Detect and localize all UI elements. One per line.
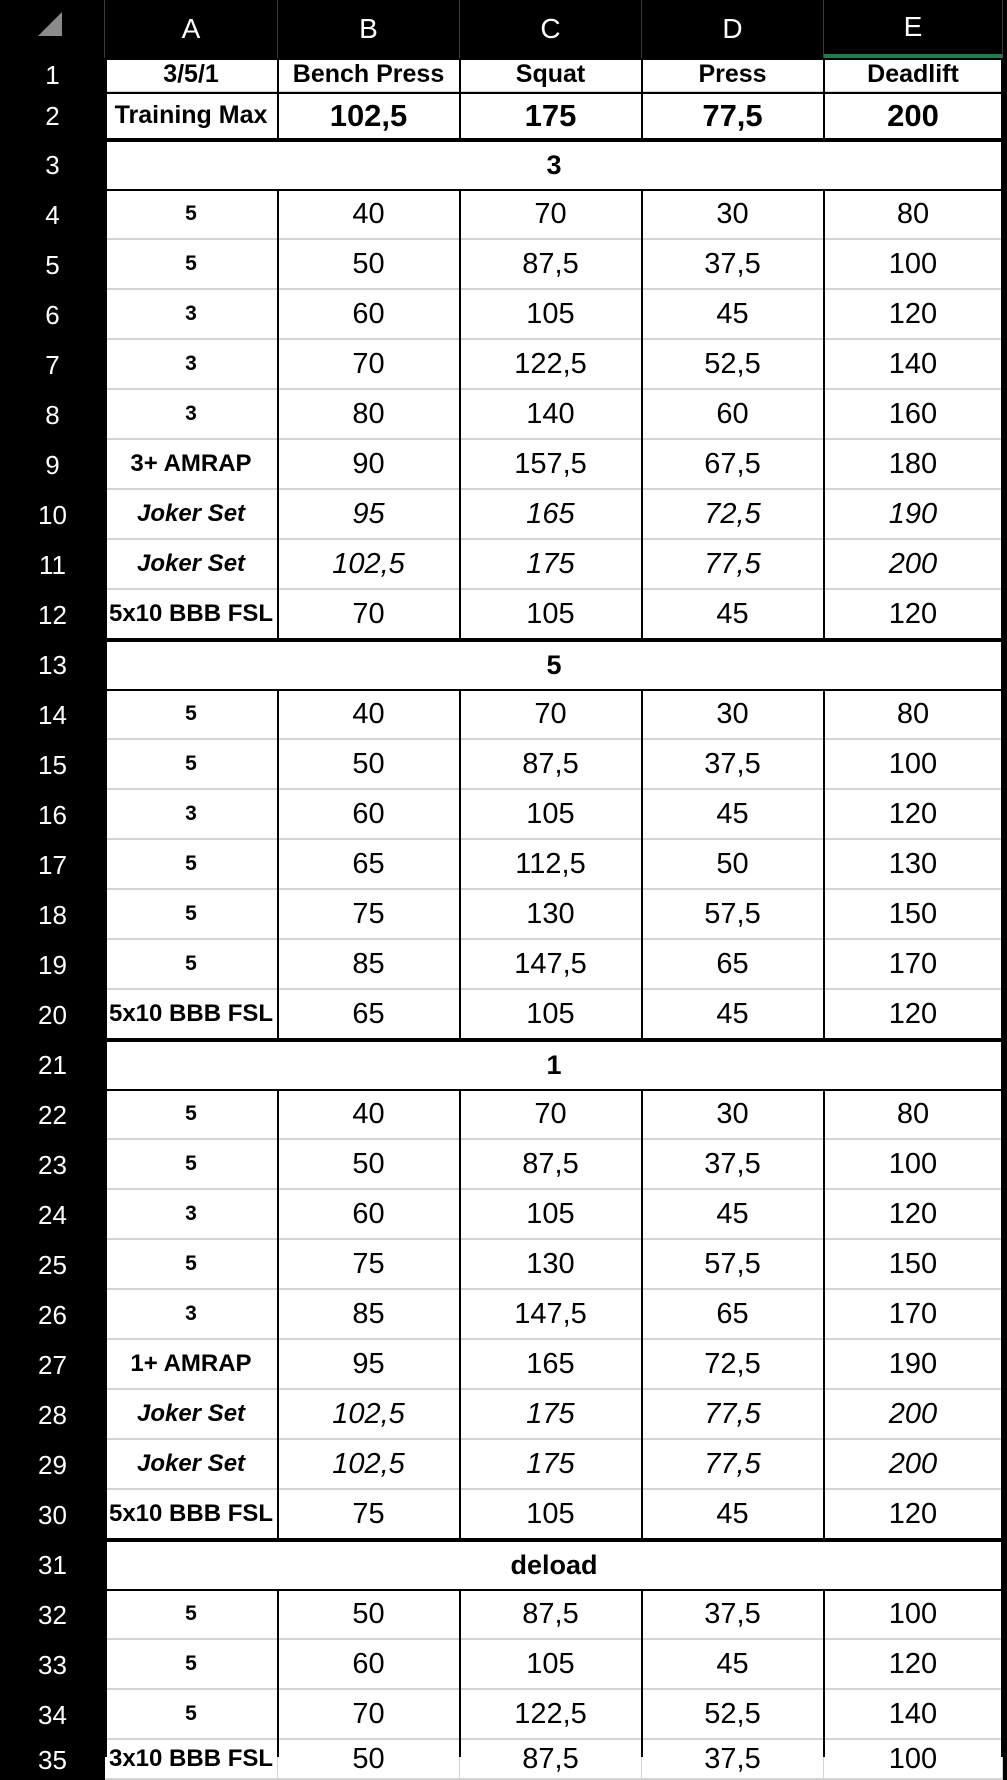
cell-b32[interactable]: 50 bbox=[278, 1590, 460, 1640]
cell-b26[interactable]: 85 bbox=[278, 1290, 460, 1340]
cell-c24[interactable]: 105 bbox=[460, 1190, 642, 1240]
border-col-2 bbox=[459, 1590, 461, 1757]
cell-b28[interactable]: 102,5 bbox=[278, 1390, 460, 1440]
cell-e16[interactable]: 120 bbox=[824, 790, 1003, 840]
cell-d26[interactable]: 65 bbox=[642, 1290, 824, 1340]
cell-b5[interactable]: 50 bbox=[278, 240, 460, 290]
cell-a24[interactable]: 3 bbox=[105, 1190, 278, 1240]
border-col-1 bbox=[277, 690, 279, 1040]
cell-c35[interactable]: 87,5 bbox=[460, 1740, 642, 1780]
cell-b10[interactable]: 95 bbox=[278, 490, 460, 540]
border-section-end bbox=[105, 1589, 1003, 1591]
cell-a6[interactable]: 3 bbox=[105, 290, 278, 340]
row-header-11[interactable]: 11 bbox=[0, 540, 105, 590]
border-top bbox=[105, 58, 1003, 60]
border-col-1 bbox=[277, 1590, 279, 1757]
cell-b11[interactable]: 102,5 bbox=[278, 540, 460, 590]
cell-d22[interactable]: 30 bbox=[642, 1090, 824, 1140]
row-header-4[interactable]: 4 bbox=[0, 190, 105, 240]
cell-b1[interactable]: Bench Press bbox=[278, 58, 460, 93]
row-header-12[interactable]: 12 bbox=[0, 590, 105, 640]
border-col-3 bbox=[641, 190, 643, 640]
cell-d9[interactable]: 67,5 bbox=[642, 440, 824, 490]
cell-e24[interactable]: 120 bbox=[824, 1190, 1003, 1240]
cell-a16[interactable]: 3 bbox=[105, 790, 278, 840]
cell-d12[interactable]: 45 bbox=[642, 590, 824, 640]
cell-a35[interactable]: 3x10 BBB FSL bbox=[105, 1740, 278, 1780]
cell-c17[interactable]: 112,5 bbox=[460, 840, 642, 890]
section-header-cell[interactable]: 3 bbox=[105, 140, 1003, 190]
row-header-29[interactable]: 29 bbox=[0, 1440, 105, 1490]
border-row-1 bbox=[105, 92, 1003, 94]
row-header-27[interactable]: 27 bbox=[0, 1340, 105, 1390]
cell-a19[interactable]: 5 bbox=[105, 940, 278, 990]
row-header-33[interactable]: 33 bbox=[0, 1640, 105, 1690]
cell-c34[interactable]: 122,5 bbox=[460, 1690, 642, 1740]
row-header-34[interactable]: 34 bbox=[0, 1690, 105, 1740]
border-col-3 bbox=[641, 1090, 643, 1540]
cell-d33[interactable]: 45 bbox=[642, 1640, 824, 1690]
select-all-corner[interactable] bbox=[0, 0, 105, 58]
row-header-24[interactable]: 24 bbox=[0, 1190, 105, 1240]
border-col-4 bbox=[823, 1090, 825, 1540]
row-header-31[interactable]: 31 bbox=[0, 1540, 105, 1590]
cell-e28[interactable]: 200 bbox=[824, 1390, 1003, 1440]
cell-d23[interactable]: 37,5 bbox=[642, 1140, 824, 1190]
cell-c30[interactable]: 105 bbox=[460, 1490, 642, 1540]
cell-b23[interactable]: 50 bbox=[278, 1140, 460, 1190]
cell-b27[interactable]: 95 bbox=[278, 1340, 460, 1390]
cell-d8[interactable]: 60 bbox=[642, 390, 824, 440]
cell-a18[interactable]: 5 bbox=[105, 890, 278, 940]
row-header-18[interactable]: 18 bbox=[0, 890, 105, 940]
cell-d11[interactable]: 77,5 bbox=[642, 540, 824, 590]
cell-e20[interactable]: 120 bbox=[824, 990, 1003, 1040]
row-header-13[interactable]: 13 bbox=[0, 640, 105, 690]
row-header-22[interactable]: 22 bbox=[0, 1090, 105, 1140]
cell-c32[interactable]: 87,5 bbox=[460, 1590, 642, 1640]
cell-e29[interactable]: 200 bbox=[824, 1440, 1003, 1490]
cell-d35[interactable]: 37,5 bbox=[642, 1740, 824, 1780]
cell-a4[interactable]: 5 bbox=[105, 190, 278, 240]
row-header-15[interactable]: 15 bbox=[0, 740, 105, 790]
cell-e35[interactable]: 100 bbox=[824, 1740, 1003, 1780]
cell-e1[interactable]: Deadlift bbox=[824, 58, 1003, 93]
cell-b19[interactable]: 85 bbox=[278, 940, 460, 990]
section-header-cell[interactable]: 1 bbox=[105, 1040, 1003, 1090]
cell-c8[interactable]: 140 bbox=[460, 390, 642, 440]
section-header-cell[interactable]: deload bbox=[105, 1540, 1003, 1590]
cell-e10[interactable]: 190 bbox=[824, 490, 1003, 540]
cell-b12[interactable]: 70 bbox=[278, 590, 460, 640]
cell-e15[interactable]: 100 bbox=[824, 740, 1003, 790]
cell-d2[interactable]: 77,5 bbox=[642, 93, 824, 140]
border-block-end bbox=[105, 1538, 1003, 1542]
cell-e23[interactable]: 100 bbox=[824, 1140, 1003, 1190]
cell-a27[interactable]: 1+ AMRAP bbox=[105, 1340, 278, 1390]
cell-e33[interactable]: 120 bbox=[824, 1640, 1003, 1690]
row-header-5[interactable]: 5 bbox=[0, 240, 105, 290]
border-col-3 bbox=[641, 58, 643, 140]
cell-c28[interactable]: 175 bbox=[460, 1390, 642, 1440]
cell-a15[interactable]: 5 bbox=[105, 740, 278, 790]
cell-d30[interactable]: 45 bbox=[642, 1490, 824, 1540]
cell-d32[interactable]: 37,5 bbox=[642, 1590, 824, 1640]
row-header-7[interactable]: 7 bbox=[0, 340, 105, 390]
border-left bbox=[105, 58, 107, 1757]
row-header-30[interactable]: 30 bbox=[0, 1490, 105, 1540]
cell-a28[interactable]: Joker Set bbox=[105, 1390, 278, 1440]
cell-c6[interactable]: 105 bbox=[460, 290, 642, 340]
cell-c25[interactable]: 130 bbox=[460, 1240, 642, 1290]
cell-e8[interactable]: 160 bbox=[824, 390, 1003, 440]
row-header-8[interactable]: 8 bbox=[0, 390, 105, 440]
cell-b16[interactable]: 60 bbox=[278, 790, 460, 840]
cell-a25[interactable]: 5 bbox=[105, 1240, 278, 1290]
cell-e27[interactable]: 190 bbox=[824, 1340, 1003, 1390]
border-section-end bbox=[105, 189, 1003, 191]
cell-b6[interactable]: 60 bbox=[278, 290, 460, 340]
border-block-end bbox=[105, 1038, 1003, 1042]
cell-c11[interactable]: 175 bbox=[460, 540, 642, 590]
cell-e19[interactable]: 170 bbox=[824, 940, 1003, 990]
column-header-e[interactable]: E bbox=[824, 0, 1003, 58]
border-col-4 bbox=[823, 58, 825, 140]
cell-a29[interactable]: Joker Set bbox=[105, 1440, 278, 1490]
border-col-4 bbox=[823, 190, 825, 640]
cell-d15[interactable]: 37,5 bbox=[642, 740, 824, 790]
cell-a7[interactable]: 3 bbox=[105, 340, 278, 390]
cell-e14[interactable]: 80 bbox=[824, 690, 1003, 740]
cell-b7[interactable]: 70 bbox=[278, 340, 460, 390]
cell-d20[interactable]: 45 bbox=[642, 990, 824, 1040]
column-header-c[interactable]: C bbox=[460, 0, 642, 58]
row-header-35[interactable]: 35 bbox=[0, 1740, 105, 1780]
cell-c33[interactable]: 105 bbox=[460, 1640, 642, 1690]
cell-b35[interactable]: 50 bbox=[278, 1740, 460, 1780]
border-col-1 bbox=[277, 58, 279, 140]
cell-d14[interactable]: 30 bbox=[642, 690, 824, 740]
cell-e22[interactable]: 80 bbox=[824, 1090, 1003, 1140]
cell-a9[interactable]: 3+ AMRAP bbox=[105, 440, 278, 490]
cell-c4[interactable]: 70 bbox=[460, 190, 642, 240]
cell-b20[interactable]: 65 bbox=[278, 990, 460, 1040]
border-col-2 bbox=[459, 1090, 461, 1540]
cell-b9[interactable]: 90 bbox=[278, 440, 460, 490]
cell-e6[interactable]: 120 bbox=[824, 290, 1003, 340]
cell-e17[interactable]: 130 bbox=[824, 840, 1003, 890]
cell-c22[interactable]: 70 bbox=[460, 1090, 642, 1140]
cell-d4[interactable]: 30 bbox=[642, 190, 824, 240]
row-header-32[interactable]: 32 bbox=[0, 1590, 105, 1640]
cell-a32[interactable]: 5 bbox=[105, 1590, 278, 1640]
column-header-d[interactable]: D bbox=[642, 0, 824, 58]
border-col-2 bbox=[459, 58, 461, 140]
cell-b25[interactable]: 75 bbox=[278, 1240, 460, 1290]
column-header-b[interactable]: B bbox=[278, 0, 460, 58]
cell-a23[interactable]: 5 bbox=[105, 1140, 278, 1190]
cell-c1[interactable]: Squat bbox=[460, 58, 642, 93]
row-header-6[interactable]: 6 bbox=[0, 290, 105, 340]
cell-c19[interactable]: 147,5 bbox=[460, 940, 642, 990]
cell-d25[interactable]: 57,5 bbox=[642, 1240, 824, 1290]
cell-d10[interactable]: 72,5 bbox=[642, 490, 824, 540]
row-header-21[interactable]: 21 bbox=[0, 1040, 105, 1090]
cell-c27[interactable]: 165 bbox=[460, 1340, 642, 1390]
cell-a26[interactable]: 3 bbox=[105, 1290, 278, 1340]
cell-c29[interactable]: 175 bbox=[460, 1440, 642, 1490]
cell-a11[interactable]: Joker Set bbox=[105, 540, 278, 590]
cell-a33[interactable]: 5 bbox=[105, 1640, 278, 1690]
cell-d27[interactable]: 72,5 bbox=[642, 1340, 824, 1390]
cell-c26[interactable]: 147,5 bbox=[460, 1290, 642, 1340]
row-header-2[interactable]: 2 bbox=[0, 93, 105, 140]
border-col-2 bbox=[459, 190, 461, 640]
column-header-a[interactable]: A bbox=[105, 0, 278, 58]
border-col-4 bbox=[823, 690, 825, 1040]
row-header-28[interactable]: 28 bbox=[0, 1390, 105, 1440]
cell-c18[interactable]: 130 bbox=[460, 890, 642, 940]
cell-a20[interactable]: 5x10 BBB FSL bbox=[105, 990, 278, 1040]
cell-a5[interactable]: 5 bbox=[105, 240, 278, 290]
cell-a30[interactable]: 5x10 BBB FSL bbox=[105, 1490, 278, 1540]
cell-d6[interactable]: 45 bbox=[642, 290, 824, 340]
cell-a2[interactable]: Training Max bbox=[105, 93, 278, 140]
cell-a1[interactable]: 3/5/1 bbox=[105, 58, 278, 93]
cell-d16[interactable]: 45 bbox=[642, 790, 824, 840]
cell-e4[interactable]: 80 bbox=[824, 190, 1003, 240]
cell-e26[interactable]: 170 bbox=[824, 1290, 1003, 1340]
cell-c12[interactable]: 105 bbox=[460, 590, 642, 640]
cell-d28[interactable]: 77,5 bbox=[642, 1390, 824, 1440]
border-right bbox=[1001, 58, 1003, 1757]
cell-c15[interactable]: 87,5 bbox=[460, 740, 642, 790]
cell-b24[interactable]: 60 bbox=[278, 1190, 460, 1240]
cell-e5[interactable]: 100 bbox=[824, 240, 1003, 290]
cell-e2[interactable]: 200 bbox=[824, 93, 1003, 140]
row-header-14[interactable]: 14 bbox=[0, 690, 105, 740]
row-header-3[interactable]: 3 bbox=[0, 140, 105, 190]
cell-d7[interactable]: 52,5 bbox=[642, 340, 824, 390]
cell-b15[interactable]: 50 bbox=[278, 740, 460, 790]
cell-e11[interactable]: 200 bbox=[824, 540, 1003, 590]
cell-e34[interactable]: 140 bbox=[824, 1690, 1003, 1740]
cell-e25[interactable]: 150 bbox=[824, 1240, 1003, 1290]
row-header-17[interactable]: 17 bbox=[0, 840, 105, 890]
row-header-10[interactable]: 10 bbox=[0, 490, 105, 540]
cell-a10[interactable]: Joker Set bbox=[105, 490, 278, 540]
cell-b33[interactable]: 60 bbox=[278, 1640, 460, 1690]
cell-b14[interactable]: 40 bbox=[278, 690, 460, 740]
cell-c23[interactable]: 87,5 bbox=[460, 1140, 642, 1190]
row-header-20[interactable]: 20 bbox=[0, 990, 105, 1040]
cell-c20[interactable]: 105 bbox=[460, 990, 642, 1040]
cell-b4[interactable]: 40 bbox=[278, 190, 460, 240]
border-col-2 bbox=[459, 690, 461, 1040]
cell-e18[interactable]: 150 bbox=[824, 890, 1003, 940]
row-header-26[interactable]: 26 bbox=[0, 1290, 105, 1340]
row-header-19[interactable]: 19 bbox=[0, 940, 105, 990]
border-col-3 bbox=[641, 690, 643, 1040]
cell-b22[interactable]: 40 bbox=[278, 1090, 460, 1140]
cell-c16[interactable]: 105 bbox=[460, 790, 642, 840]
cell-a14[interactable]: 5 bbox=[105, 690, 278, 740]
row-header-25[interactable]: 25 bbox=[0, 1240, 105, 1290]
cell-b18[interactable]: 75 bbox=[278, 890, 460, 940]
row-header-16[interactable]: 16 bbox=[0, 790, 105, 840]
section-header-cell[interactable]: 5 bbox=[105, 640, 1003, 690]
cell-b29[interactable]: 102,5 bbox=[278, 1440, 460, 1490]
border-col-1 bbox=[277, 190, 279, 640]
cell-a34[interactable]: 5 bbox=[105, 1690, 278, 1740]
cell-e9[interactable]: 180 bbox=[824, 440, 1003, 490]
cell-e7[interactable]: 140 bbox=[824, 340, 1003, 390]
cell-d24[interactable]: 45 bbox=[642, 1190, 824, 1240]
cell-b8[interactable]: 80 bbox=[278, 390, 460, 440]
border-section-end bbox=[105, 1089, 1003, 1091]
cell-c5[interactable]: 87,5 bbox=[460, 240, 642, 290]
border-row-2 bbox=[105, 138, 1003, 142]
cell-c9[interactable]: 157,5 bbox=[460, 440, 642, 490]
border-col-4 bbox=[823, 1590, 825, 1757]
cell-e30[interactable]: 120 bbox=[824, 1490, 1003, 1540]
cell-a22[interactable]: 5 bbox=[105, 1090, 278, 1140]
cell-c14[interactable]: 70 bbox=[460, 690, 642, 740]
row-header-23[interactable]: 23 bbox=[0, 1140, 105, 1190]
cell-b30[interactable]: 75 bbox=[278, 1490, 460, 1540]
cell-e32[interactable]: 100 bbox=[824, 1590, 1003, 1640]
cell-a12[interactable]: 5x10 BBB FSL bbox=[105, 590, 278, 640]
cell-b34[interactable]: 70 bbox=[278, 1690, 460, 1740]
cell-d18[interactable]: 57,5 bbox=[642, 890, 824, 940]
cell-d34[interactable]: 52,5 bbox=[642, 1690, 824, 1740]
cell-c2[interactable]: 175 bbox=[460, 93, 642, 140]
border-block-end bbox=[105, 638, 1003, 642]
cell-b17[interactable]: 65 bbox=[278, 840, 460, 890]
cell-b2[interactable]: 102,5 bbox=[278, 93, 460, 140]
cell-e12[interactable]: 120 bbox=[824, 590, 1003, 640]
border-col-1 bbox=[277, 1090, 279, 1540]
cell-a8[interactable]: 3 bbox=[105, 390, 278, 440]
cell-d19[interactable]: 65 bbox=[642, 940, 824, 990]
border-col-3 bbox=[641, 1590, 643, 1757]
cell-d1[interactable]: Press bbox=[642, 58, 824, 93]
border-section-end bbox=[105, 689, 1003, 691]
cell-c7[interactable]: 122,5 bbox=[460, 340, 642, 390]
select-all-icon bbox=[38, 12, 62, 36]
cell-d29[interactable]: 77,5 bbox=[642, 1440, 824, 1490]
cell-d5[interactable]: 37,5 bbox=[642, 240, 824, 290]
cell-a17[interactable]: 5 bbox=[105, 840, 278, 890]
cell-c10[interactable]: 165 bbox=[460, 490, 642, 540]
row-header-9[interactable]: 9 bbox=[0, 440, 105, 490]
cell-d17[interactable]: 50 bbox=[642, 840, 824, 890]
row-header-1[interactable]: 1 bbox=[0, 58, 105, 93]
